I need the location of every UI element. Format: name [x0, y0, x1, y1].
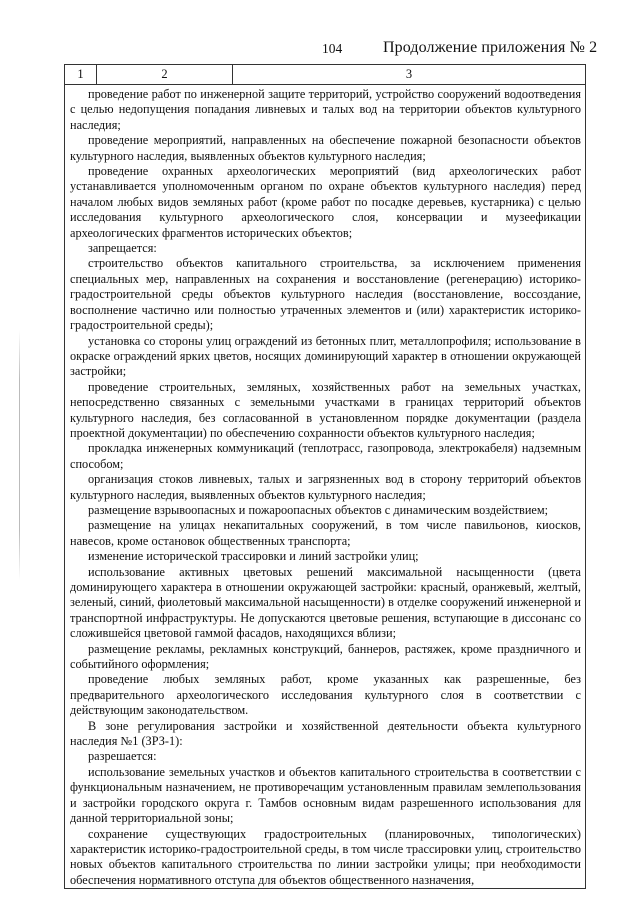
paragraph: проведение мероприятий, направленных на обеспечение пожарной безопасности объектов культурного наследия, выявленных объектов культурного наследия; — [70, 133, 581, 163]
column-header-2: 2 — [97, 65, 233, 85]
regulation-text-cell — [65, 85, 586, 889]
paragraph: строительство объектов капитального строительства, за исключением применения специальных мер, направленных на сохранения и восстановление (регенерацию) историко-градостроительной среды объектов культурного наследия (восстановление, воссоздание, восполнение частично или полностью утраченных элементов и (или) характеристик историко-градостроительной среды); — [70, 256, 581, 333]
paragraph: сохранение существующих градостроительных (планировочных, типологических) характеристик историко-градостроительной среды, в том числе трассировки улиц, строительство новых объектов капитального строительства по линии застройки улицы; при необходимости обеспечения нормативного отступа для объектов общественного назначения, — [70, 826, 581, 887]
paragraph-prohibited-heading: запрещается: — [88, 241, 157, 256]
paragraph: проведение охранных археологических мероприятий (вид археологических работ устанавливается уполномоченным органом по охране объектов культурного наследия) перед началом любых видов земляных работ (кроме работ по посадке деревьев, кустарника) с целью исследования культурного археологического слоя, консервации и музеефикации археологических фрагментов исторических объектов; — [70, 164, 581, 240]
paragraph: изменение исторической трассировки и линий застройки улиц; — [88, 549, 419, 564]
paragraph: организация стоков ливневых, талых и загрязненных вод в сторону территорий объектов культурного наследия, выявленных объектов культурного наследия; — [70, 472, 581, 502]
paragraph-permitted-heading: разрешается: — [88, 749, 157, 764]
paragraph: использование активных цветовых решений максимальной насыщенности (цвета доминирующего характера в отношении окружающей застройки: красный, оранжевый, желтый, зеленый, синий, фиолетовый максимальной насыщенности) в отделке сооружений инженерной и транспортной инфраструктуры. Не допускаются цветовые решения, вступающие в диссонанс со сложившейся цветовой гаммой фасадов, находящихся вблизи; — [70, 564, 581, 641]
paragraph: установка со стороны улиц ограждений из бетонных плит, металлопрофиля; использование в окраске ограждений ярких цветов, носящих доминирующий характер в отношении окружающей застройки; — [70, 333, 581, 379]
paragraph: проведение строительных, земляных, хозяйственных работ на земельных участках, непосредственно связанных с земельными участками в границах территорий объектов культурного наследия, без согласованной в установленном порядке документации (раздела проектной документации) по обеспечению сохранности объектов культурного наследия; — [70, 379, 581, 440]
appendix-continuation-label: Продолжение приложения № 2 — [383, 39, 598, 56]
paragraph: использование земельных участков и объектов капитального строительства в соответствии с функциональным назначением, не противоречащим установленным правилам землепользования и застройки городского округа г. Тамбов основным видам разрешенного использования для данной территориальной зоны; — [70, 764, 581, 826]
page-number: 104 — [322, 41, 343, 56]
scan-edge-mark — [19, 330, 20, 580]
paragraph: размещение рекламы, рекламных конструкций, баннеров, растяжек, кроме праздничного и событийного оформления; — [70, 641, 581, 672]
paragraph-zone-heading: В зоне регулирования застройки и хозяйственной деятельности объекта культурного наследия №1 (ЗРЗ-1): — [70, 718, 581, 749]
paragraph: проведение работ по инженерной защите территорий, устройство сооружений водоотведения с целью недопущения попадания ливневых и талых вод на территории объектов культурного наследия; — [70, 87, 581, 132]
paragraph: размещение на улицах некапитальных сооружений, в том числе павильонов, киосков, навесов, кроме остановок общественных транспорта; — [70, 518, 581, 548]
paragraph: проведение любых земляных работ, кроме указанных как разрешенные, без предварительного археологического исследования культурного слоя в соответствии с действующим законодательством. — [70, 672, 581, 718]
table-header-row — [65, 65, 586, 85]
column-header-1: 1 — [65, 65, 97, 85]
page-header — [0, 40, 640, 62]
table-body-row — [65, 85, 586, 889]
column-header-3: 3 — [233, 65, 586, 85]
paragraph: прокладка инженерных коммуникаций (теплотрасс, газопровода, электрокабеля) надземным способом; — [70, 441, 581, 471]
paragraph: размещение взрывоопасных и пожароопасных объектов с динамическим воздействием; — [88, 502, 549, 517]
appendix-table — [64, 64, 586, 889]
